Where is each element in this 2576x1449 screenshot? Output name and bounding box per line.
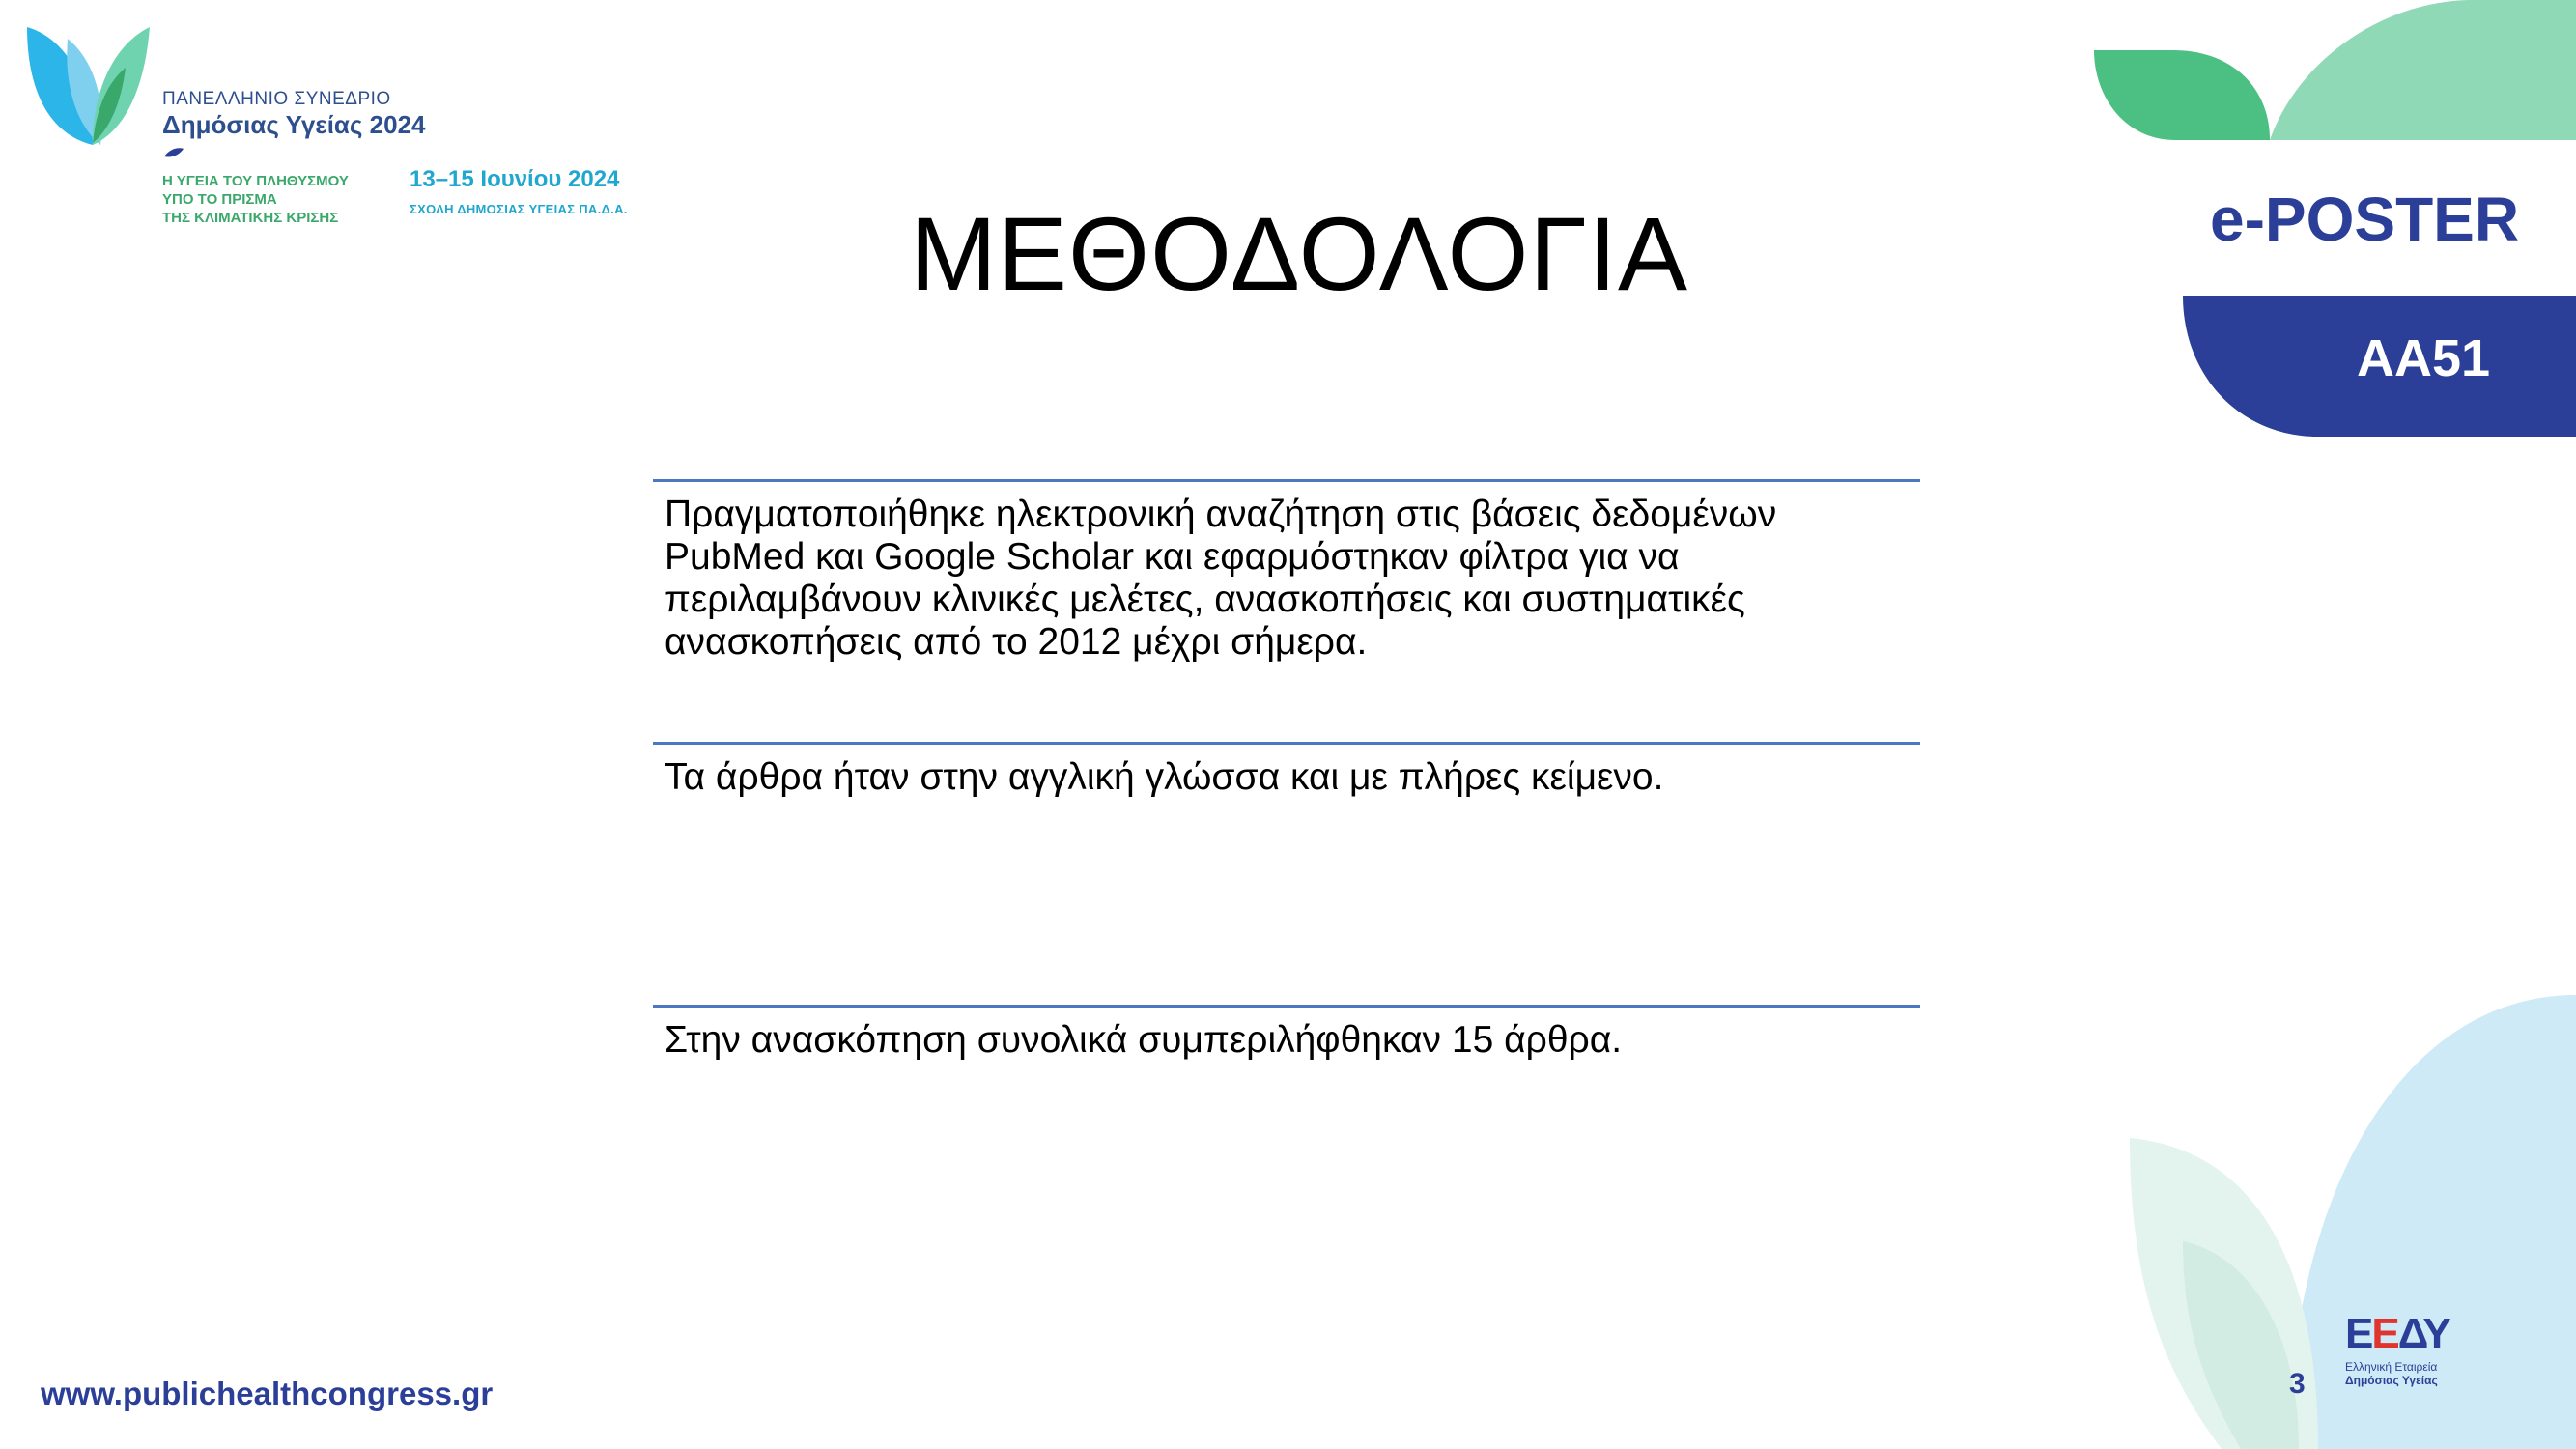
- page-number: 3: [2289, 1368, 2306, 1400]
- eposter-label: e-POSTER: [2210, 185, 2520, 254]
- methodology-row-2: [653, 742, 1920, 799]
- methodology-text: Τα άρθρα ήταν στην αγγλική γλώσσα και με πλήρες κείμενο.: [665, 756, 1664, 798]
- footer-url-link[interactable]: www.publichealthcongress.gr: [41, 1376, 494, 1411]
- leaf-green-shape: [2094, 50, 2270, 140]
- methodology-row-3: [653, 1005, 1920, 1062]
- poster-code: AA51: [2357, 329, 2491, 387]
- congress-theme-line: Η ΥΓΕΙΑ ΤΟΥ ΠΛΗΘΥΣΜΟΥ: [162, 173, 349, 189]
- efdy-caption-2: Δημόσιας Υγείας: [2345, 1374, 2438, 1387]
- logo-dash-icon: [164, 148, 184, 156]
- efdy-logo: [2345, 1310, 2471, 1387]
- congress-theme-line: ΤΗΣ ΚΛΙΜΑΤΙΚΗΣ ΚΡΙΣΗΣ: [162, 210, 339, 226]
- leaf-light-green-shape: [2270, 0, 2576, 140]
- congress-school: ΣΧΟΛΗ ΔΗΜΟΣΙΑΣ ΥΓΕΙΑΣ ΠΑ.Δ.Α.: [410, 202, 628, 216]
- congress-theme-line: ΥΠΟ ΤΟ ΠΡΙΣΜΑ: [162, 191, 277, 208]
- congress-dates: 13–15 Ιουνίου 2024: [410, 166, 620, 192]
- congress-line-2: Δημόσιας Υγείας 2024: [162, 110, 426, 139]
- congress-line-1: ΠΑΝΕΛΛΗΝΙΟ ΣΥΝΕΔΡΙΟ: [162, 89, 391, 109]
- page-title: ΜΕΘΟΔΟΛΟΓΙΑ: [909, 195, 1689, 312]
- efdy-caption-1: Ελληνική Εταιρεία: [2345, 1360, 2438, 1374]
- efdy-mark-icon: ΕΕΔΥ: [2345, 1310, 2449, 1357]
- methodology-row-1: [653, 479, 1920, 664]
- methodology-text: Στην ανασκόπηση συνολικά συμπεριλήφθηκαν 15 άρθρα.: [665, 1019, 1623, 1061]
- methodology-text: Πραγματοποιήθηκε ηλεκτρονική αναζήτηση στις βάσεις δεδομένων PubMed και Google Scholar και εφαρμόστηκαν φίλτρα για να περιλαμβάνουν κλινικές μελέτες, ανασκοπήσεις και συστηματικές ανασκοπήσεις από το 2012 μέχρι σήμερα.: [665, 494, 1777, 663]
